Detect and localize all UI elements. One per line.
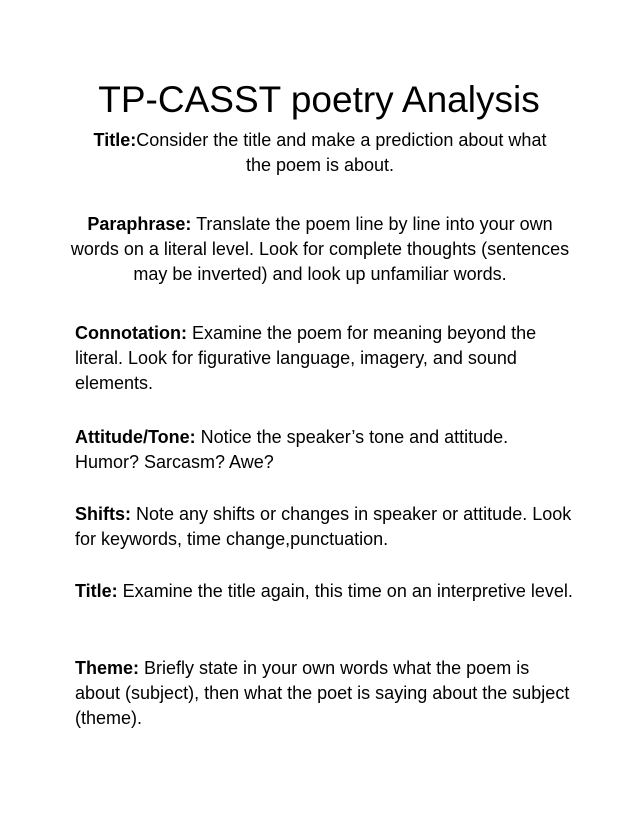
section-title [80, 128, 560, 178]
section-title-interpretive [75, 579, 575, 604]
section-paraphrase-text: Translate the poem line by line into your own words on a literal level. Look for complete thoughts (sentences may be inverted) and look up unfamiliar words. [70, 214, 570, 284]
section-paraphrase-label: Paraphrase: [87, 214, 192, 234]
section-title-interpretive-label: Title: [75, 581, 118, 601]
section-paraphrase [70, 212, 570, 287]
section-theme [75, 656, 575, 731]
section-theme-text: Briefly state in your own words what the poem is about (subject), then what the poet is saying about the subject (theme). [75, 658, 570, 728]
section-attitude-tone-label: Attitude/Tone: [75, 427, 196, 447]
section-shifts-text: Note any shifts or changes in speaker or attitude. Look for keywords, time change,punctuation. [75, 504, 572, 549]
section-connotation-label: Connotation: [75, 323, 187, 343]
section-connotation [75, 321, 575, 396]
section-attitude-tone [75, 425, 575, 475]
section-title-interpretive-text: Examine the title again, this time on an interpretive level. [117, 581, 573, 601]
section-shifts [75, 502, 575, 552]
section-attitude-tone-text: Notice the speaker’s tone and attitude. Humor? Sarcasm? Awe? [75, 427, 509, 472]
section-shifts-label: Shifts: [75, 504, 131, 524]
section-theme-label: Theme: [75, 658, 140, 678]
section-connotation-text: Examine the poem for meaning beyond the literal. Look for figurative language, imagery, and sound elements. [75, 323, 537, 393]
document-title: TP-CASST poetry Analysis [98, 79, 540, 120]
section-title-label: Title: [93, 130, 137, 150]
section-title-text: Consider the title and make a prediction about what the poem is about. [136, 130, 547, 175]
